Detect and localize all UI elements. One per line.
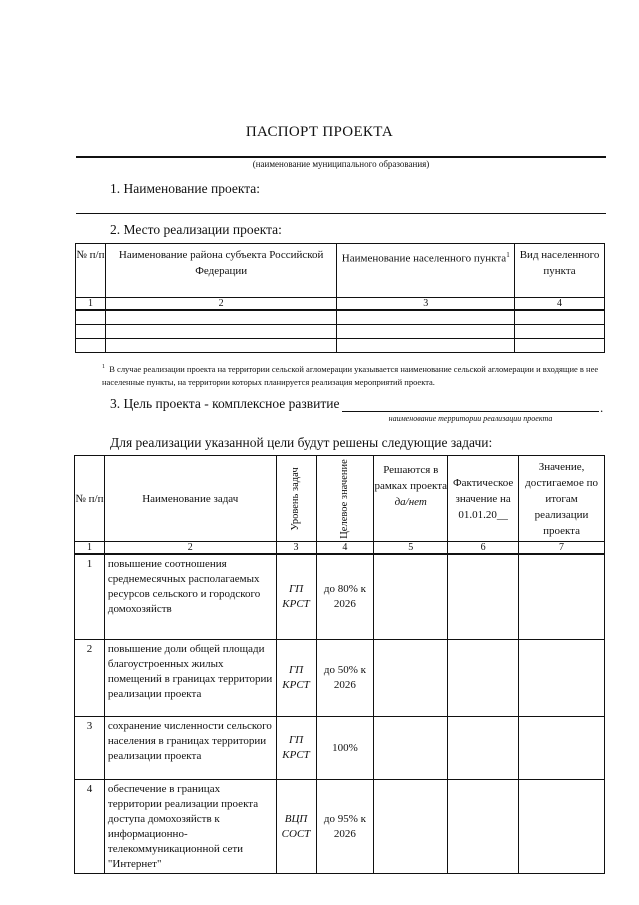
task-name: повышение доли общей площади благоустроенных жилых помещений в границах территории реализации проекта (104, 640, 276, 717)
task-num: 4 (75, 780, 105, 874)
project-name-label: 1. Наименование проекта: (110, 181, 261, 196)
task-solved (374, 554, 448, 640)
location-numbering-row (76, 298, 605, 311)
tasks-col-number: 1 (75, 542, 105, 555)
location-col-settlement (337, 244, 515, 298)
tasks-col-number: 2 (104, 542, 276, 555)
location-col-number: 1 (76, 298, 106, 311)
task-result (519, 640, 605, 717)
project-location-label: 2. Место реализации проекта: (110, 222, 282, 237)
tasks-col-number: 3 (276, 542, 316, 555)
page-title: ПАСПОРТ ПРОЕКТА (245, 124, 394, 140)
tasks-col-num: № п/п (75, 456, 105, 542)
task-level: ГП КРСТ (276, 640, 316, 717)
location-table-header (76, 244, 605, 298)
task-name: повышение соотношения среднемесячных располагаемых ресурсов сельского и городского домохозяйств (104, 554, 276, 640)
tasks-col-result: Значение, достигаемое по итогам реализации проекта (519, 456, 605, 542)
tasks-col-level-label: Уровень задач (290, 466, 302, 531)
task-actual (448, 554, 519, 640)
tasks-col-number: 6 (448, 542, 519, 555)
location-col-number: 4 (515, 298, 605, 311)
table-row (75, 554, 605, 640)
task-num: 1 (75, 554, 105, 640)
tasks-col-number: 7 (519, 542, 605, 555)
task-level: ВЦП СОСТ (276, 780, 316, 874)
tasks-col-solved-hint: да/нет (394, 496, 427, 508)
location-col-settlement-label: Наименование населенного пункта (341, 252, 507, 265)
tasks-intro: Для реализации указанной цели будут решены следующие задачи: (110, 435, 493, 450)
footnote-ref: 1 (506, 251, 510, 259)
project-goal-label: 3. Цель проекта - комплексное развитие (110, 396, 340, 411)
task-result (519, 717, 605, 780)
task-name: сохранение численности сельского населения в границах территории реализации проекта (104, 717, 276, 780)
municipality-caption: (наименование муниципального образования) (252, 159, 430, 169)
tasks-col-number: 5 (374, 542, 448, 555)
task-num: 3 (75, 717, 105, 780)
goal-caption: наименование территории реализации проекта (388, 414, 553, 423)
table-row (76, 339, 605, 353)
location-col-num: № п/п (76, 244, 106, 298)
task-target: до 95% к 2026 (316, 780, 374, 874)
location-table (75, 243, 605, 353)
task-result (519, 554, 605, 640)
table-row (75, 640, 605, 717)
tasks-table-header (75, 456, 605, 542)
project-name-line (76, 213, 606, 214)
footnote-mark: 1 (102, 364, 105, 370)
tasks-col-solved (374, 456, 448, 542)
table-row (75, 717, 605, 780)
task-target: до 50% к 2026 (316, 640, 374, 717)
location-col-number: 2 (105, 298, 336, 311)
task-result (519, 780, 605, 874)
goal-line (342, 411, 599, 412)
tasks-col-solved-label: Решаются в рамках проекта (374, 464, 448, 492)
tasks-col-level (276, 456, 316, 542)
task-actual (448, 717, 519, 780)
goal-period: . (600, 400, 604, 415)
footnote-text: В случае реализации проекта на территории сельской агломерации указывается наименование сельской агломерации и входящие в нее населенные пункты, на территории которых планируется реализация мероприятий проекта. (102, 363, 599, 387)
location-col-number: 3 (337, 298, 515, 311)
table-row (76, 310, 605, 325)
task-target: 100% (316, 717, 374, 780)
task-level: ГП КРСТ (276, 554, 316, 640)
tasks-table (74, 455, 605, 874)
location-col-district: Наименование района субъекта Российской Федерации (105, 244, 336, 298)
task-level: ГП КРСТ (276, 717, 316, 780)
location-col-type: Вид населенного пункта (515, 244, 605, 298)
task-solved (374, 780, 448, 874)
municipality-line (76, 156, 606, 158)
tasks-col-name: Наименование задач (104, 456, 276, 542)
tasks-col-number: 4 (316, 542, 374, 555)
footnote (102, 361, 605, 389)
task-solved (374, 717, 448, 780)
task-num: 2 (75, 640, 105, 717)
task-name: обеспечение в границах территории реализации проекта доступа домохозяйств к информационно-телекоммуникационной сети "Интернет" (104, 780, 276, 874)
task-target: до 80% к 2026 (316, 554, 374, 640)
tasks-numbering-row (75, 542, 605, 555)
table-row (76, 325, 605, 339)
task-actual (448, 640, 519, 717)
table-row (75, 780, 605, 874)
tasks-col-target (316, 456, 374, 542)
task-actual (448, 780, 519, 874)
task-solved (374, 640, 448, 717)
tasks-col-target-label: Целевое значение (338, 458, 350, 539)
tasks-col-actual: Фактическое значение на 01.01.20__ (448, 456, 519, 542)
